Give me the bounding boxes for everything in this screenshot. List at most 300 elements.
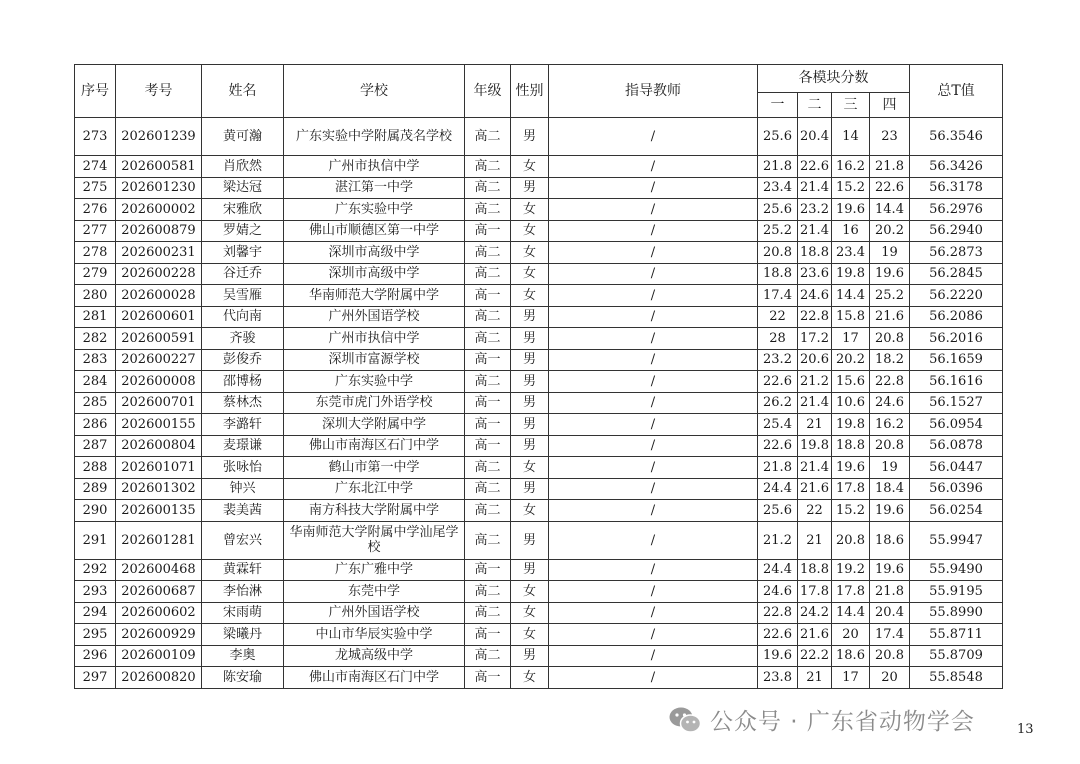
cell-module-1: 22.6 xyxy=(758,435,798,457)
cell-gender: 男 xyxy=(511,306,549,328)
cell-gender: 男 xyxy=(511,645,549,667)
table-body xyxy=(75,118,1003,689)
cell-module-1: 22.8 xyxy=(758,602,798,624)
cell-module-1: 24.4 xyxy=(758,559,798,581)
cell-index: 275 xyxy=(75,177,116,199)
cell-gender: 男 xyxy=(511,328,549,350)
cell-exam-no: 202600601 xyxy=(116,306,202,328)
cell-grade: 高二 xyxy=(465,199,511,221)
cell-module-2: 23.6 xyxy=(798,263,832,285)
cell-total-t: 55.8711 xyxy=(910,624,1003,646)
cell-module-2: 18.8 xyxy=(798,559,832,581)
cell-exam-no: 202600231 xyxy=(116,242,202,264)
cell-module-1: 22.6 xyxy=(758,371,798,393)
header-module-1: 一 xyxy=(758,93,798,118)
cell-teacher: / xyxy=(549,414,758,436)
cell-total-t: 56.0954 xyxy=(910,414,1003,436)
cell-grade: 高一 xyxy=(465,220,511,242)
cell-teacher: / xyxy=(549,349,758,371)
cell-name: 黄霖轩 xyxy=(202,559,284,581)
cell-module-1: 18.8 xyxy=(758,263,798,285)
cell-module-1: 19.6 xyxy=(758,645,798,667)
cell-module-3: 14 xyxy=(832,118,870,156)
cell-teacher: / xyxy=(549,392,758,414)
cell-grade: 高二 xyxy=(465,242,511,264)
cell-module-1: 22 xyxy=(758,306,798,328)
cell-index: 297 xyxy=(75,667,116,689)
cell-module-1: 21.8 xyxy=(758,457,798,479)
cell-teacher: / xyxy=(549,624,758,646)
cell-index: 278 xyxy=(75,242,116,264)
cell-school: 深圳市高级中学 xyxy=(284,242,465,264)
cell-module-4: 17.4 xyxy=(870,624,910,646)
table-row xyxy=(75,306,1003,328)
cell-gender: 男 xyxy=(511,392,549,414)
score-table xyxy=(74,64,1003,689)
cell-gender: 女 xyxy=(511,624,549,646)
cell-exam-no: 202600155 xyxy=(116,414,202,436)
cell-total-t: 56.1616 xyxy=(910,371,1003,393)
cell-name: 李潞轩 xyxy=(202,414,284,436)
cell-index: 293 xyxy=(75,581,116,603)
cell-teacher: / xyxy=(549,328,758,350)
cell-name: 张咏怡 xyxy=(202,457,284,479)
cell-teacher: / xyxy=(549,435,758,457)
cell-teacher: / xyxy=(549,242,758,264)
cell-total-t: 56.0447 xyxy=(910,457,1003,479)
cell-module-3: 17.8 xyxy=(832,478,870,500)
cell-gender: 男 xyxy=(511,435,549,457)
table-row xyxy=(75,602,1003,624)
table-header xyxy=(75,65,1003,118)
cell-name: 代向南 xyxy=(202,306,284,328)
cell-gender: 女 xyxy=(511,263,549,285)
table-row xyxy=(75,328,1003,350)
table-row xyxy=(75,457,1003,479)
header-module-2: 二 xyxy=(798,93,832,118)
cell-teacher: / xyxy=(549,199,758,221)
table-row xyxy=(75,156,1003,178)
header-exam-no: 考号 xyxy=(116,65,202,118)
cell-teacher: / xyxy=(549,478,758,500)
cell-gender: 男 xyxy=(511,118,549,156)
cell-exam-no: 202601239 xyxy=(116,118,202,156)
cell-module-2: 17.8 xyxy=(798,581,832,603)
cell-name: 钟兴 xyxy=(202,478,284,500)
cell-module-1: 25.4 xyxy=(758,414,798,436)
cell-module-3: 20.2 xyxy=(832,349,870,371)
cell-module-3: 18.8 xyxy=(832,435,870,457)
cell-total-t: 56.1527 xyxy=(910,392,1003,414)
cell-module-3: 17.8 xyxy=(832,581,870,603)
cell-school: 广东实验中学附属茂名学校 xyxy=(284,118,465,156)
table-row xyxy=(75,199,1003,221)
cell-exam-no: 202600008 xyxy=(116,371,202,393)
cell-grade: 高一 xyxy=(465,285,511,307)
cell-teacher: / xyxy=(549,500,758,522)
cell-total-t: 56.3546 xyxy=(910,118,1003,156)
cell-module-2: 21.6 xyxy=(798,478,832,500)
table-row xyxy=(75,242,1003,264)
cell-gender: 女 xyxy=(511,242,549,264)
cell-total-t: 56.2220 xyxy=(910,285,1003,307)
cell-module-4: 20.4 xyxy=(870,602,910,624)
cell-index: 277 xyxy=(75,220,116,242)
cell-module-1: 17.4 xyxy=(758,285,798,307)
cell-school: 中山市华辰实验中学 xyxy=(284,624,465,646)
cell-module-4: 18.6 xyxy=(870,521,910,559)
cell-module-1: 28 xyxy=(758,328,798,350)
cell-total-t: 56.2016 xyxy=(910,328,1003,350)
header-name: 姓名 xyxy=(202,65,284,118)
cell-total-t: 55.9195 xyxy=(910,581,1003,603)
cell-exam-no: 202600028 xyxy=(116,285,202,307)
cell-exam-no: 202600002 xyxy=(116,199,202,221)
cell-module-1: 21.8 xyxy=(758,156,798,178)
cell-school: 东莞市虎门外语学校 xyxy=(284,392,465,414)
cell-module-1: 26.2 xyxy=(758,392,798,414)
cell-module-3: 10.6 xyxy=(832,392,870,414)
cell-name: 宋雨萌 xyxy=(202,602,284,624)
cell-module-1: 23.8 xyxy=(758,667,798,689)
cell-grade: 高二 xyxy=(465,521,511,559)
cell-gender: 女 xyxy=(511,457,549,479)
cell-module-2: 17.2 xyxy=(798,328,832,350)
cell-grade: 高二 xyxy=(465,263,511,285)
cell-module-2: 21 xyxy=(798,414,832,436)
cell-total-t: 56.0254 xyxy=(910,500,1003,522)
table-row xyxy=(75,559,1003,581)
cell-module-2: 24.2 xyxy=(798,602,832,624)
cell-index: 282 xyxy=(75,328,116,350)
cell-module-4: 19 xyxy=(870,457,910,479)
cell-school: 深圳大学附属中学 xyxy=(284,414,465,436)
cell-name: 吴雪雁 xyxy=(202,285,284,307)
cell-total-t: 55.8709 xyxy=(910,645,1003,667)
cell-total-t: 56.2940 xyxy=(910,220,1003,242)
cell-total-t: 56.1659 xyxy=(910,349,1003,371)
cell-exam-no: 202600135 xyxy=(116,500,202,522)
cell-grade: 高二 xyxy=(465,306,511,328)
cell-module-1: 23.4 xyxy=(758,177,798,199)
cell-name: 麦璟谦 xyxy=(202,435,284,457)
cell-module-4: 20.8 xyxy=(870,435,910,457)
cell-module-4: 25.2 xyxy=(870,285,910,307)
cell-index: 274 xyxy=(75,156,116,178)
cell-school: 广州市执信中学 xyxy=(284,156,465,178)
cell-school: 深圳市富源学校 xyxy=(284,349,465,371)
cell-exam-no: 202600109 xyxy=(116,645,202,667)
cell-name: 曾宏兴 xyxy=(202,521,284,559)
cell-index: 290 xyxy=(75,500,116,522)
cell-teacher: / xyxy=(549,306,758,328)
watermark-text: 公众号 · 广东省动物学会 xyxy=(710,709,975,735)
cell-grade: 高二 xyxy=(465,581,511,603)
cell-name: 刘馨宇 xyxy=(202,242,284,264)
table-row xyxy=(75,478,1003,500)
cell-school: 华南师范大学附属中学汕尾学校 xyxy=(284,521,465,559)
cell-school: 广州外国语学校 xyxy=(284,602,465,624)
header-module-scores: 各模块分数 xyxy=(758,65,910,93)
cell-exam-no: 202601230 xyxy=(116,177,202,199)
cell-module-4: 19.6 xyxy=(870,263,910,285)
cell-name: 罗婧之 xyxy=(202,220,284,242)
cell-grade: 高二 xyxy=(465,500,511,522)
cell-module-3: 19.8 xyxy=(832,263,870,285)
cell-index: 288 xyxy=(75,457,116,479)
cell-index: 292 xyxy=(75,559,116,581)
cell-module-4: 19 xyxy=(870,242,910,264)
cell-name: 宋雅欣 xyxy=(202,199,284,221)
cell-module-1: 25.2 xyxy=(758,220,798,242)
cell-grade: 高二 xyxy=(465,177,511,199)
cell-teacher: / xyxy=(549,559,758,581)
cell-exam-no: 202600468 xyxy=(116,559,202,581)
cell-teacher: / xyxy=(549,371,758,393)
cell-exam-no: 202601302 xyxy=(116,478,202,500)
cell-name: 裴美茜 xyxy=(202,500,284,522)
cell-total-t: 56.2086 xyxy=(910,306,1003,328)
cell-module-4: 21.6 xyxy=(870,306,910,328)
cell-index: 279 xyxy=(75,263,116,285)
cell-school: 广东北江中学 xyxy=(284,478,465,500)
cell-module-2: 21 xyxy=(798,521,832,559)
cell-total-t: 55.9947 xyxy=(910,521,1003,559)
cell-grade: 高一 xyxy=(465,392,511,414)
cell-teacher: / xyxy=(549,220,758,242)
cell-module-3: 14.4 xyxy=(832,285,870,307)
watermark xyxy=(668,703,975,736)
cell-teacher: / xyxy=(549,521,758,559)
cell-exam-no: 202600227 xyxy=(116,349,202,371)
cell-school: 华南师范大学附属中学 xyxy=(284,285,465,307)
table-row xyxy=(75,392,1003,414)
cell-school: 广东实验中学 xyxy=(284,371,465,393)
cell-school: 佛山市顺德区第一中学 xyxy=(284,220,465,242)
cell-name: 黄可瀚 xyxy=(202,118,284,156)
cell-total-t: 56.0878 xyxy=(910,435,1003,457)
cell-teacher: / xyxy=(549,118,758,156)
cell-teacher: / xyxy=(549,285,758,307)
cell-teacher: / xyxy=(549,645,758,667)
cell-module-2: 21.4 xyxy=(798,177,832,199)
page-number: 13 xyxy=(1017,722,1034,737)
cell-total-t: 56.0396 xyxy=(910,478,1003,500)
cell-gender: 女 xyxy=(511,581,549,603)
cell-school: 龙城高级中学 xyxy=(284,645,465,667)
cell-grade: 高二 xyxy=(465,602,511,624)
cell-module-4: 19.6 xyxy=(870,500,910,522)
cell-exam-no: 202600820 xyxy=(116,667,202,689)
cell-gender: 女 xyxy=(511,667,549,689)
cell-module-4: 18.4 xyxy=(870,478,910,500)
cell-grade: 高二 xyxy=(465,118,511,156)
cell-school: 广东实验中学 xyxy=(284,199,465,221)
cell-gender: 女 xyxy=(511,500,549,522)
cell-grade: 高二 xyxy=(465,457,511,479)
cell-teacher: / xyxy=(549,263,758,285)
cell-index: 289 xyxy=(75,478,116,500)
cell-exam-no: 202600591 xyxy=(116,328,202,350)
table-row xyxy=(75,624,1003,646)
cell-module-3: 17 xyxy=(832,328,870,350)
cell-school: 东莞中学 xyxy=(284,581,465,603)
cell-module-4: 22.8 xyxy=(870,371,910,393)
cell-module-3: 20.8 xyxy=(832,521,870,559)
cell-school: 广州市执信中学 xyxy=(284,328,465,350)
cell-exam-no: 202600804 xyxy=(116,435,202,457)
cell-gender: 男 xyxy=(511,478,549,500)
cell-module-4: 20.2 xyxy=(870,220,910,242)
cell-index: 285 xyxy=(75,392,116,414)
cell-total-t: 56.3426 xyxy=(910,156,1003,178)
cell-index: 284 xyxy=(75,371,116,393)
cell-exam-no: 202601071 xyxy=(116,457,202,479)
cell-exam-no: 202600228 xyxy=(116,263,202,285)
cell-exam-no: 202600701 xyxy=(116,392,202,414)
cell-index: 296 xyxy=(75,645,116,667)
cell-index: 295 xyxy=(75,624,116,646)
cell-grade: 高二 xyxy=(465,478,511,500)
cell-module-1: 21.2 xyxy=(758,521,798,559)
cell-total-t: 55.8548 xyxy=(910,667,1003,689)
cell-grade: 高二 xyxy=(465,328,511,350)
cell-module-3: 19.2 xyxy=(832,559,870,581)
cell-module-3: 15.8 xyxy=(832,306,870,328)
cell-module-4: 19.6 xyxy=(870,559,910,581)
cell-module-4: 18.2 xyxy=(870,349,910,371)
header-gender: 性别 xyxy=(511,65,549,118)
header-index: 序号 xyxy=(75,65,116,118)
cell-name: 蔡林杰 xyxy=(202,392,284,414)
cell-module-1: 24.6 xyxy=(758,581,798,603)
table-row xyxy=(75,521,1003,559)
table-row xyxy=(75,371,1003,393)
table-row xyxy=(75,177,1003,199)
cell-exam-no: 202600602 xyxy=(116,602,202,624)
cell-module-1: 25.6 xyxy=(758,118,798,156)
table-row xyxy=(75,349,1003,371)
cell-module-3: 15.2 xyxy=(832,500,870,522)
cell-school: 南方科技大学附属中学 xyxy=(284,500,465,522)
cell-name: 邵博杨 xyxy=(202,371,284,393)
cell-exam-no: 202600929 xyxy=(116,624,202,646)
header-teacher: 指导教师 xyxy=(549,65,758,118)
cell-module-4: 23 xyxy=(870,118,910,156)
cell-index: 273 xyxy=(75,118,116,156)
cell-exam-no: 202600581 xyxy=(116,156,202,178)
cell-module-3: 16 xyxy=(832,220,870,242)
cell-module-1: 24.4 xyxy=(758,478,798,500)
cell-school: 佛山市南海区石门中学 xyxy=(284,667,465,689)
table-row xyxy=(75,414,1003,436)
cell-module-2: 24.6 xyxy=(798,285,832,307)
cell-school: 广东广雅中学 xyxy=(284,559,465,581)
cell-module-2: 18.8 xyxy=(798,242,832,264)
cell-grade: 高一 xyxy=(465,414,511,436)
cell-gender: 女 xyxy=(511,199,549,221)
cell-module-2: 21.2 xyxy=(798,371,832,393)
cell-teacher: / xyxy=(549,156,758,178)
header-total-t: 总T值 xyxy=(910,65,1003,118)
cell-module-3: 15.2 xyxy=(832,177,870,199)
cell-module-3: 19.8 xyxy=(832,414,870,436)
cell-gender: 男 xyxy=(511,177,549,199)
cell-index: 281 xyxy=(75,306,116,328)
cell-index: 280 xyxy=(75,285,116,307)
cell-module-4: 21.8 xyxy=(870,581,910,603)
cell-gender: 女 xyxy=(511,602,549,624)
cell-grade: 高一 xyxy=(465,435,511,457)
cell-module-4: 22.6 xyxy=(870,177,910,199)
cell-school: 广州外国语学校 xyxy=(284,306,465,328)
cell-gender: 女 xyxy=(511,285,549,307)
cell-module-4: 24.6 xyxy=(870,392,910,414)
cell-module-2: 21.4 xyxy=(798,220,832,242)
table-row xyxy=(75,435,1003,457)
cell-teacher: / xyxy=(549,602,758,624)
cell-module-3: 17 xyxy=(832,667,870,689)
cell-gender: 男 xyxy=(511,349,549,371)
cell-name: 梁曦丹 xyxy=(202,624,284,646)
cell-module-1: 22.6 xyxy=(758,624,798,646)
cell-name: 梁达冠 xyxy=(202,177,284,199)
cell-teacher: / xyxy=(549,667,758,689)
cell-total-t: 55.9490 xyxy=(910,559,1003,581)
cell-name: 李怡淋 xyxy=(202,581,284,603)
cell-total-t: 56.3178 xyxy=(910,177,1003,199)
cell-gender: 女 xyxy=(511,220,549,242)
cell-school: 深圳市高级中学 xyxy=(284,263,465,285)
cell-total-t: 55.8990 xyxy=(910,602,1003,624)
cell-module-4: 21.8 xyxy=(870,156,910,178)
cell-name: 彭俊乔 xyxy=(202,349,284,371)
cell-module-2: 21 xyxy=(798,667,832,689)
cell-module-3: 20 xyxy=(832,624,870,646)
cell-total-t: 56.2873 xyxy=(910,242,1003,264)
cell-module-1: 25.6 xyxy=(758,500,798,522)
cell-name: 陈安瑜 xyxy=(202,667,284,689)
cell-module-4: 20 xyxy=(870,667,910,689)
cell-index: 276 xyxy=(75,199,116,221)
cell-index: 294 xyxy=(75,602,116,624)
cell-total-t: 56.2845 xyxy=(910,263,1003,285)
cell-module-3: 19.6 xyxy=(832,199,870,221)
table-row xyxy=(75,118,1003,156)
cell-exam-no: 202601281 xyxy=(116,521,202,559)
cell-grade: 高一 xyxy=(465,667,511,689)
table-row xyxy=(75,500,1003,522)
cell-module-2: 22 xyxy=(798,500,832,522)
cell-gender: 男 xyxy=(511,559,549,581)
table-row xyxy=(75,263,1003,285)
cell-teacher: / xyxy=(549,457,758,479)
header-grade: 年级 xyxy=(465,65,511,118)
cell-total-t: 56.2976 xyxy=(910,199,1003,221)
cell-module-2: 21.4 xyxy=(798,457,832,479)
cell-exam-no: 202600687 xyxy=(116,581,202,603)
table-row xyxy=(75,285,1003,307)
cell-module-2: 19.8 xyxy=(798,435,832,457)
cell-school: 佛山市南海区石门中学 xyxy=(284,435,465,457)
cell-gender: 女 xyxy=(511,156,549,178)
cell-name: 谷迁乔 xyxy=(202,263,284,285)
header-module-3: 三 xyxy=(832,93,870,118)
cell-module-2: 22.6 xyxy=(798,156,832,178)
cell-name: 肖欣然 xyxy=(202,156,284,178)
cell-module-4: 20.8 xyxy=(870,645,910,667)
cell-grade: 高一 xyxy=(465,349,511,371)
